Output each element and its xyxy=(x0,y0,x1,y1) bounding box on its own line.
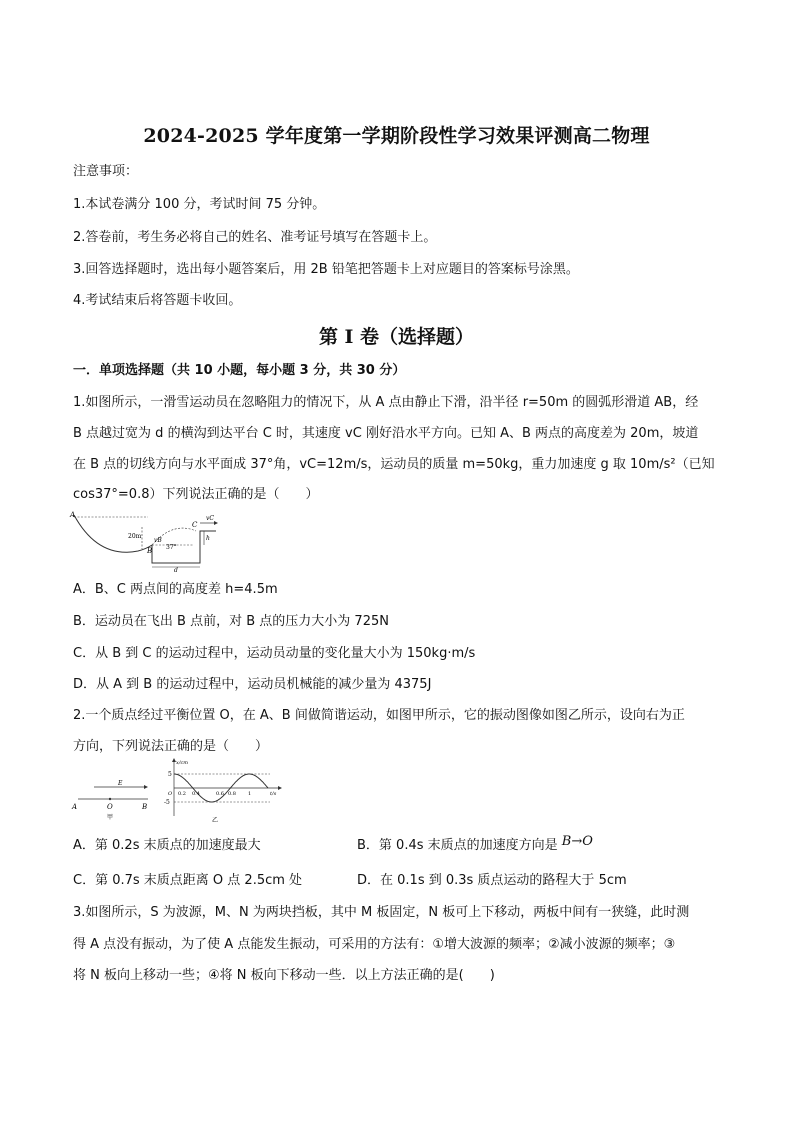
q1-option-a: A．B、C 两点间的高度差 h=4.5m xyxy=(73,582,278,597)
q2-graph-label: 乙 xyxy=(212,817,219,824)
q1-option-b: B．运动员在飞出 B 点前，对 B 点的压力大小为 725N xyxy=(73,614,389,629)
q2-option-c: C．第 0.7s 末质点距离 O 点 2.5cm 处 xyxy=(73,873,303,888)
q2-fig-label: B xyxy=(142,803,148,811)
q1-fig-label: 37° xyxy=(166,544,177,551)
q1-fig-label: vB xyxy=(154,537,162,544)
q2-oscillator-figure-jia xyxy=(70,775,160,821)
q2-stem-line: 方向，下列说法正确的是（ ） xyxy=(73,739,269,754)
q3-stem-line: 得 A 点没有振动，为了使 A 点能发生振动，可采用的方法有：①增大波源的频率；②减小波源的频率；③ xyxy=(73,937,676,952)
q1-stem-line: cos37°=0.8）下列说法正确的是（ ） xyxy=(73,487,319,502)
q3-stem-line: 3.如图所示，S 为波源，M、N 为两块挡板，其中 M 板固定，N 板可上下移动，两板中间有一狭缝，此时测 xyxy=(73,905,690,920)
notice-item: 1.本试卷满分 100 分，考试时间 75 分钟。 xyxy=(73,197,326,212)
q1-stem-line: 在 B 点的切线方向与水平面成 37°角，vC=12m/s，运动员的质量 m=50kg，重力加速度 g 取 10m/s²（已知 xyxy=(73,457,715,472)
q2-graph-label: 5 xyxy=(168,771,172,778)
q1-stem-line: B 点越过宽为 d 的横沟到达平台 C 时，其速度 vC 刚好沿水平方向。已知 A、B 两点的高度差为 20m，坡道 xyxy=(73,426,699,441)
q1-fig-label: C xyxy=(192,521,198,529)
q2-option-a: A．第 0.2s 末质点的加速度最大 xyxy=(73,838,261,853)
q2-graph-label: 0.2 xyxy=(178,791,186,797)
q1-stem-line: 1.如图所示，一滑雪运动员在忽略阻力的情况下，从 A 点由静止下滑，沿半径 r=50m 的圆弧形滑道 AB，经 xyxy=(73,395,699,410)
q2-graph-label: 0.8 xyxy=(228,791,236,797)
q1-fig-label: B xyxy=(147,547,153,555)
q2-graph-label: -5 xyxy=(164,799,170,806)
q2-graph-label: O xyxy=(168,791,173,797)
q2-graph-label: 0.6 xyxy=(216,791,224,797)
q2-fig-label: A xyxy=(72,803,78,811)
q2-option-d: D．在 0.1s 到 0.3s 质点运动的路程大于 5cm xyxy=(357,873,627,888)
q2-stem-line: 2.一个质点经过平衡位置 O，在 A、B 间做简谐运动，如图甲所示，它的振动图像如图乙所示，设向右为正 xyxy=(73,708,685,723)
q2-graph-label: 1 xyxy=(248,791,252,797)
q2-graph-label: 0.4 xyxy=(192,791,200,797)
q1-fig-label: vC xyxy=(206,515,214,522)
q2-fig-label: 甲 xyxy=(107,814,114,821)
notice-item: 4.考试结束后将答题卡收回。 xyxy=(73,293,242,308)
q1-fig-label: 20m xyxy=(128,533,142,540)
q1-fig-label: h xyxy=(206,535,210,542)
notice-item: 2.答卷前，考生务必将自己的姓名、准考证号填写在答题卡上。 xyxy=(73,230,437,245)
q2-fig-label: O xyxy=(107,803,113,811)
q2-vibration-graph-yi xyxy=(160,758,284,824)
q1-fig-label: d xyxy=(174,567,178,573)
q2-graph-label: x/cm xyxy=(176,760,189,766)
q3-stem-line: 将 N 板向上移动一些；④将 N 板向下移动一些．以上方法正确的是( ) xyxy=(73,968,495,983)
notice-item: 3.回答选择题时，选出每小题答案后，用 2B 铅笔把答题卡上对应题目的答案标号涂黑。 xyxy=(73,262,579,277)
q2-graph-label: t/s xyxy=(270,791,277,797)
q1-fig-label: A xyxy=(70,511,76,519)
section-title: 第 I 卷（选择题） xyxy=(318,326,475,348)
q2-fig-label: E xyxy=(118,780,123,787)
q2-option-b-arrow: B→O xyxy=(561,834,593,849)
section-subtitle: 一．单项选择题（共 10 小题，每小题 3 分，共 30 分） xyxy=(73,363,406,378)
q1-option-d: D．从 A 到 B 的运动过程中，运动员机械能的减少量为 4375J xyxy=(73,677,432,692)
q2-option-b xyxy=(357,834,593,855)
q2-option-b-text: B．第 0.4s 末质点的加速度方向是 xyxy=(357,838,558,853)
notice-heading: 注意事项： xyxy=(73,164,139,179)
q1-ski-slope-figure xyxy=(68,509,218,573)
q1-option-c: C．从 B 到 C 的运动过程中，运动员动量的变化量大小为 150kg·m/s xyxy=(73,646,476,661)
exam-title: 2024-2025 学年度第一学期阶段性学习效果评测高二物理 xyxy=(143,125,650,147)
